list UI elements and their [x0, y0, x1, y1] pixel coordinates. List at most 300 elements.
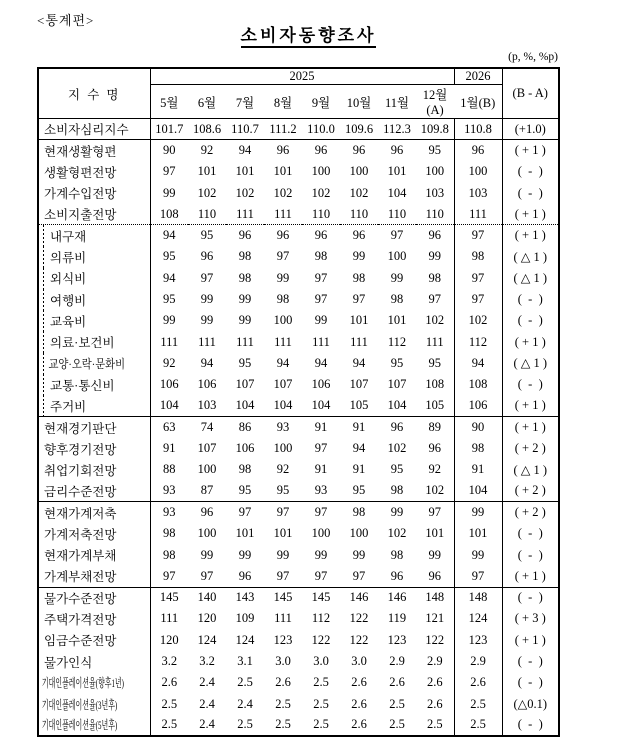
jan-b-value: 103	[454, 182, 502, 203]
month-value: 100	[416, 161, 454, 182]
month-value: 74	[188, 417, 226, 438]
b-minus-a-header: (B - A)	[512, 86, 548, 100]
month-value: 2.4	[199, 696, 215, 711]
month-value: 94	[352, 441, 366, 456]
month-value: 108	[159, 206, 179, 221]
month-value: 97	[302, 502, 340, 523]
b-minus-a-value: ( + 1 )	[514, 206, 546, 221]
month-value: 94	[226, 140, 264, 161]
month-value: 97	[314, 568, 328, 583]
month-value: 95	[390, 462, 404, 477]
row-label-text: 향후경기전망	[44, 442, 117, 457]
b-minus-a-value: ( + 1 )	[514, 334, 546, 349]
b-minus-a-value: (+1.0)	[502, 119, 559, 140]
month-value: 104	[387, 398, 407, 413]
month-value: 97	[352, 568, 366, 583]
month-value: 107	[197, 441, 217, 456]
month-value: 97	[163, 164, 176, 179]
row-label	[38, 204, 150, 225]
row-label-text: 의료·보건비	[50, 336, 115, 351]
month-value: 104	[311, 398, 331, 413]
month-value: 97	[314, 270, 328, 285]
b-minus-a-value: ( - )	[502, 587, 559, 608]
row-label-text: 취업기회전망	[44, 463, 117, 478]
table-row	[38, 502, 559, 523]
row-label	[38, 246, 150, 267]
b-minus-a-value: ( - )	[517, 164, 543, 179]
month-value: 2.5	[237, 717, 253, 732]
month-value: 2.5	[161, 696, 178, 711]
month-value: 96	[416, 438, 454, 459]
row-label-text: 주택가격전망	[44, 612, 117, 627]
month-value: 97	[314, 441, 328, 456]
b-minus-a-value: ( + 2 )	[502, 502, 559, 523]
month-value: 2.5	[389, 717, 405, 732]
b-minus-a-value: ( + 3 )	[514, 611, 546, 626]
row-label	[38, 374, 150, 395]
month-value: 120	[159, 632, 179, 647]
month-value: 101	[387, 313, 407, 328]
month-value: 98	[238, 270, 252, 285]
month-value: 111	[274, 206, 292, 221]
b-minus-a-value: ( - )	[517, 654, 543, 669]
row-label-text: 기대인플레이션율(3년후)	[41, 697, 118, 712]
month-value: 94	[200, 355, 214, 370]
b-minus-a-value: ( + 1 )	[502, 417, 559, 438]
row-label	[38, 481, 150, 502]
month-value: 102	[197, 185, 217, 200]
month-value: 107	[273, 377, 293, 392]
month-value: 2.5	[389, 696, 405, 711]
row-label	[38, 140, 150, 161]
b-minus-a-value: ( + 1 )	[514, 398, 546, 413]
jan-b-value: 106	[454, 395, 502, 416]
month-value: 109	[235, 611, 255, 626]
year-header-row	[38, 68, 559, 85]
month-value: 97	[200, 270, 214, 285]
row-label-text: 외식비	[50, 272, 87, 287]
month-value: 111.2	[264, 119, 302, 140]
jan-b-value: 2.9	[454, 651, 502, 672]
month-value: 86	[226, 417, 264, 438]
month-value: 91	[352, 462, 366, 477]
month-value: 2.5	[313, 717, 329, 732]
month-value: 101	[235, 164, 255, 179]
month-value: 98	[276, 292, 290, 307]
month-value: 109.6	[340, 119, 378, 140]
month-value: 94	[163, 270, 176, 285]
month-value: 93	[264, 417, 302, 438]
consumer-survey-table	[37, 67, 560, 737]
month-value: 92	[163, 355, 176, 370]
month-value: 97	[276, 249, 290, 264]
row-label-text: 가계부채전망	[44, 570, 117, 585]
month-value: 96	[416, 566, 454, 587]
month-value: 100	[197, 462, 217, 477]
month-value: 2.5	[313, 696, 329, 711]
row-label	[38, 353, 150, 374]
row-label-text: 교양·오락·문화비	[48, 356, 126, 371]
table-row	[38, 268, 559, 289]
month-value: 95	[238, 355, 252, 370]
b-minus-a-value: ( △ 1 )	[513, 271, 548, 286]
row-label-text: 임금수준전망	[44, 634, 117, 649]
row-label	[38, 459, 150, 480]
month-value: 111	[198, 334, 216, 349]
month-value: 96	[226, 225, 264, 246]
row-label-text: 내구재	[50, 229, 87, 244]
month-value: 111	[160, 334, 179, 349]
b-minus-a-value: ( △ 1 )	[513, 462, 548, 477]
b-minus-a-value: ( - )	[517, 377, 543, 392]
month-value: 97	[416, 502, 454, 523]
month-value: 103	[416, 182, 454, 203]
month-value: 2.6	[275, 675, 291, 690]
jan-b-value: 97	[454, 225, 502, 246]
month-value: 91	[340, 417, 378, 438]
month-value: 97	[352, 292, 366, 307]
month-value: 99	[352, 547, 366, 562]
month-value: 2.6	[416, 672, 454, 693]
row-label-text: 현재생활형편	[44, 144, 117, 159]
month-value: 101	[416, 523, 454, 544]
month-value: 101	[235, 526, 255, 541]
month-value: 99	[416, 246, 454, 267]
table-row	[38, 523, 559, 544]
b-minus-a-value: ( △ 1 )	[513, 356, 548, 371]
month-value: 99	[200, 547, 214, 562]
jan-b-value: 100	[454, 161, 502, 182]
month-value: 146	[378, 587, 416, 608]
month-value: 96	[302, 140, 340, 161]
month-value: 119	[387, 611, 407, 626]
month-value: 97	[378, 225, 416, 246]
page-title: 소비자동향조사	[0, 21, 617, 46]
row-label-text: 가계저축전망	[44, 527, 117, 542]
month-value: 91	[314, 462, 328, 477]
table-row	[38, 694, 559, 715]
b-minus-a-value: ( + 1 )	[502, 225, 559, 246]
month-value: 2.6	[389, 675, 405, 690]
month-value: 92	[416, 459, 454, 480]
month-value: 91	[302, 417, 340, 438]
month-value: 2.4	[237, 696, 253, 711]
month-value: 94	[150, 225, 188, 246]
month-value: 99	[238, 292, 252, 307]
month-value: 63	[150, 417, 188, 438]
month-value: 99	[163, 313, 176, 328]
month-value: 98	[340, 502, 378, 523]
month-value: 101	[349, 313, 369, 328]
jan-b-value: 97	[454, 566, 502, 587]
month-value: 102	[416, 481, 454, 502]
row-label	[38, 225, 150, 246]
month-value: 145	[264, 587, 302, 608]
month-value: 99	[200, 313, 214, 328]
month-value: 2.4	[199, 675, 215, 690]
column-header-month: 12월(A)	[416, 85, 454, 119]
month-value: 96	[302, 225, 340, 246]
jan-b-value: 101	[454, 523, 502, 544]
month-value: 98	[390, 483, 404, 498]
month-value: 122	[311, 632, 331, 647]
month-value: 95	[238, 483, 252, 498]
row-label-text: 현재가계저축	[44, 506, 117, 521]
month-value: 93	[163, 483, 176, 498]
month-value: 106	[235, 441, 255, 456]
row-label	[38, 182, 150, 203]
month-value: 98	[238, 249, 252, 264]
row-label	[38, 268, 150, 289]
month-value: 100	[273, 441, 293, 456]
month-value: 110	[197, 206, 217, 221]
table-header	[38, 68, 559, 119]
b-minus-a-value: ( + 1 )	[514, 632, 546, 647]
month-value: 104	[235, 398, 255, 413]
row-label-text: 기대인플레이션율(5년후)	[41, 718, 118, 733]
month-value: 2.9	[389, 654, 405, 669]
jan-b-value: 2.6	[454, 672, 502, 693]
month-value: 2.4	[199, 717, 215, 732]
row-label-text: 현재경기판단	[44, 421, 117, 436]
month-value: 110	[416, 204, 454, 225]
row-label	[38, 395, 150, 416]
month-value: 102	[349, 185, 369, 200]
month-value: 102	[235, 185, 255, 200]
table-row	[38, 246, 559, 267]
row-label	[38, 161, 150, 182]
b-minus-a-value: ( - )	[517, 185, 543, 200]
b-minus-a-value: ( - )	[517, 526, 543, 541]
month-value: 99	[276, 270, 290, 285]
month-value: 97	[264, 502, 302, 523]
month-value: 111	[416, 331, 454, 352]
year-2026-header: 2026	[454, 68, 502, 85]
row-label	[38, 289, 150, 310]
row-label	[38, 608, 150, 629]
row-label-text: 금리수준전망	[44, 484, 117, 499]
month-value: 95	[163, 292, 176, 307]
month-value: 96	[416, 225, 454, 246]
jan-b-value: 123	[454, 630, 502, 651]
month-value: 87	[200, 483, 214, 498]
table-row	[38, 204, 559, 225]
column-header-month: 10월	[340, 85, 378, 119]
month-value: 123	[273, 632, 293, 647]
row-label-text: 교통·통신비	[50, 378, 115, 393]
month-value: 110	[349, 206, 369, 221]
month-value: 2.5	[237, 675, 253, 690]
month-value: 95	[390, 355, 404, 370]
month-value: 97	[200, 568, 214, 583]
table-row	[38, 715, 559, 736]
row-label-text: 물가수준전망	[44, 591, 117, 606]
row-label	[38, 566, 150, 587]
month-value: 98	[416, 268, 454, 289]
month-value: 124	[235, 632, 255, 647]
month-value: 122	[349, 632, 369, 647]
month-value: 100	[349, 164, 369, 179]
row-label	[38, 310, 150, 331]
column-header-month: 8월	[264, 85, 302, 119]
month-value: 100	[197, 526, 217, 541]
month-value: 96	[264, 140, 302, 161]
jan-b-value: 102	[454, 310, 502, 331]
row-label-text: 생활형편전망	[44, 165, 117, 180]
month-value: 96	[188, 502, 226, 523]
month-value: 107	[387, 377, 407, 392]
month-value: 2.5	[416, 715, 454, 736]
column-header-jan-b: 1월(B)	[454, 85, 502, 119]
row-label-text: 기대인플레이션율(향후1년)	[41, 676, 124, 691]
month-value: 105	[416, 395, 454, 416]
table-row	[38, 672, 559, 693]
month-value: 143	[226, 587, 264, 608]
table-row	[38, 289, 559, 310]
section-tag: <통계편>	[37, 13, 95, 28]
b-minus-a-value: ( + 2 )	[514, 483, 546, 498]
table-row	[38, 608, 559, 629]
month-value: 97	[226, 502, 264, 523]
table-row	[38, 651, 559, 672]
month-value: 2.6	[351, 675, 367, 690]
row-label-text: 여행비	[50, 293, 87, 308]
month-value: 122	[416, 630, 454, 651]
month-value: 103	[197, 398, 217, 413]
jan-b-value: 97	[454, 268, 502, 289]
jan-b-value: 98	[454, 438, 502, 459]
month-value: 88	[163, 462, 176, 477]
month-value: 140	[188, 587, 226, 608]
jan-b-value: 98	[454, 246, 502, 267]
table-row	[38, 395, 559, 416]
month-value: 95	[416, 140, 454, 161]
jan-b-value: 90	[454, 417, 502, 438]
month-value: 100	[273, 313, 293, 328]
column-header-month: 6월	[188, 85, 226, 119]
b-minus-a-value: ( - )	[517, 547, 543, 562]
jan-b-value: 110.8	[454, 119, 502, 140]
month-value: 2.5	[161, 717, 178, 732]
jan-b-value: 112	[454, 331, 502, 352]
row-label	[38, 715, 150, 736]
month-value: 122	[349, 611, 369, 626]
month-value: 98	[238, 462, 252, 477]
row-label-text: 가계수입전망	[44, 187, 117, 202]
jan-b-value: 94	[454, 353, 502, 374]
month-value: 98	[314, 249, 328, 264]
month-value: 145	[150, 587, 188, 608]
month-value: 107	[235, 377, 255, 392]
month-value: 123	[387, 632, 407, 647]
month-value: 100	[349, 526, 369, 541]
jan-b-value: 91	[454, 459, 502, 480]
table-row	[38, 140, 559, 161]
month-value: 96	[340, 225, 378, 246]
table-row	[38, 630, 559, 651]
month-value: 99	[314, 313, 328, 328]
month-value: 108	[416, 374, 454, 395]
month-value: 94	[352, 355, 366, 370]
month-value: 3.1	[237, 654, 253, 669]
table-row	[38, 310, 559, 331]
month-value: 96	[340, 140, 378, 161]
jan-b-value: 99	[454, 502, 502, 523]
month-value: 111	[350, 334, 368, 349]
jan-b-value: 2.5	[454, 694, 502, 715]
jan-b-value: 108	[454, 374, 502, 395]
month-value: 102	[387, 441, 407, 456]
table-row	[38, 417, 559, 438]
month-value: 112	[387, 334, 407, 349]
b-minus-a-value: ( △ 1 )	[513, 249, 548, 264]
month-value: 2.5	[275, 696, 291, 711]
b-minus-a-value: ( - )	[517, 675, 543, 690]
month-value: 2.5	[313, 675, 329, 690]
month-value: 99	[238, 313, 252, 328]
month-value: 2.6	[351, 717, 367, 732]
month-value: 3.0	[313, 654, 329, 669]
column-header-month: 9월	[302, 85, 340, 119]
table-row	[38, 587, 559, 608]
b-minus-a-value: (△0.1)	[513, 697, 548, 712]
month-value: 99	[390, 270, 404, 285]
b-minus-a-value: ( - )	[517, 717, 543, 732]
row-label	[38, 630, 150, 651]
month-value: 89	[416, 417, 454, 438]
month-value: 120	[197, 611, 217, 626]
table-row	[38, 119, 559, 140]
month-value: 96	[200, 249, 214, 264]
month-value: 3.0	[275, 654, 291, 669]
jan-b-value: 148	[454, 587, 502, 608]
row-label-text: 현재가계부채	[44, 549, 117, 564]
table-row	[38, 481, 559, 502]
month-value: 145	[302, 587, 340, 608]
month-value: 2.6	[416, 694, 454, 715]
month-value: 95	[352, 483, 366, 498]
row-label	[38, 651, 150, 672]
month-value: 121	[416, 608, 454, 629]
month-value: 92	[276, 462, 290, 477]
row-label-text: 소비지출전망	[44, 208, 117, 223]
index-name-header: 지 수 명	[38, 68, 150, 119]
month-value: 99	[276, 547, 290, 562]
month-value: 98	[390, 547, 404, 562]
month-value: 99	[314, 547, 328, 562]
column-header-month: 7월	[226, 85, 264, 119]
month-value: 2.5	[275, 717, 291, 732]
month-value: 108.6	[188, 119, 226, 140]
month-value: 105	[349, 398, 369, 413]
month-value: 104	[387, 185, 407, 200]
month-value: 96	[378, 417, 416, 438]
month-value: 110.0	[302, 119, 340, 140]
month-value: 102	[416, 310, 454, 331]
b-minus-a-value: ( + 1 )	[514, 568, 546, 583]
row-label-text: 주거비	[50, 399, 87, 414]
month-value: 98	[163, 547, 176, 562]
month-value: 95	[188, 225, 226, 246]
table-row	[38, 438, 559, 459]
month-value: 104	[159, 398, 179, 413]
month-value: 98	[390, 292, 404, 307]
month-value: 95	[276, 483, 290, 498]
month-value: 111	[274, 334, 292, 349]
table-body	[38, 119, 559, 737]
month-value: 102	[273, 185, 293, 200]
jan-b-value: 2.5	[454, 715, 502, 736]
